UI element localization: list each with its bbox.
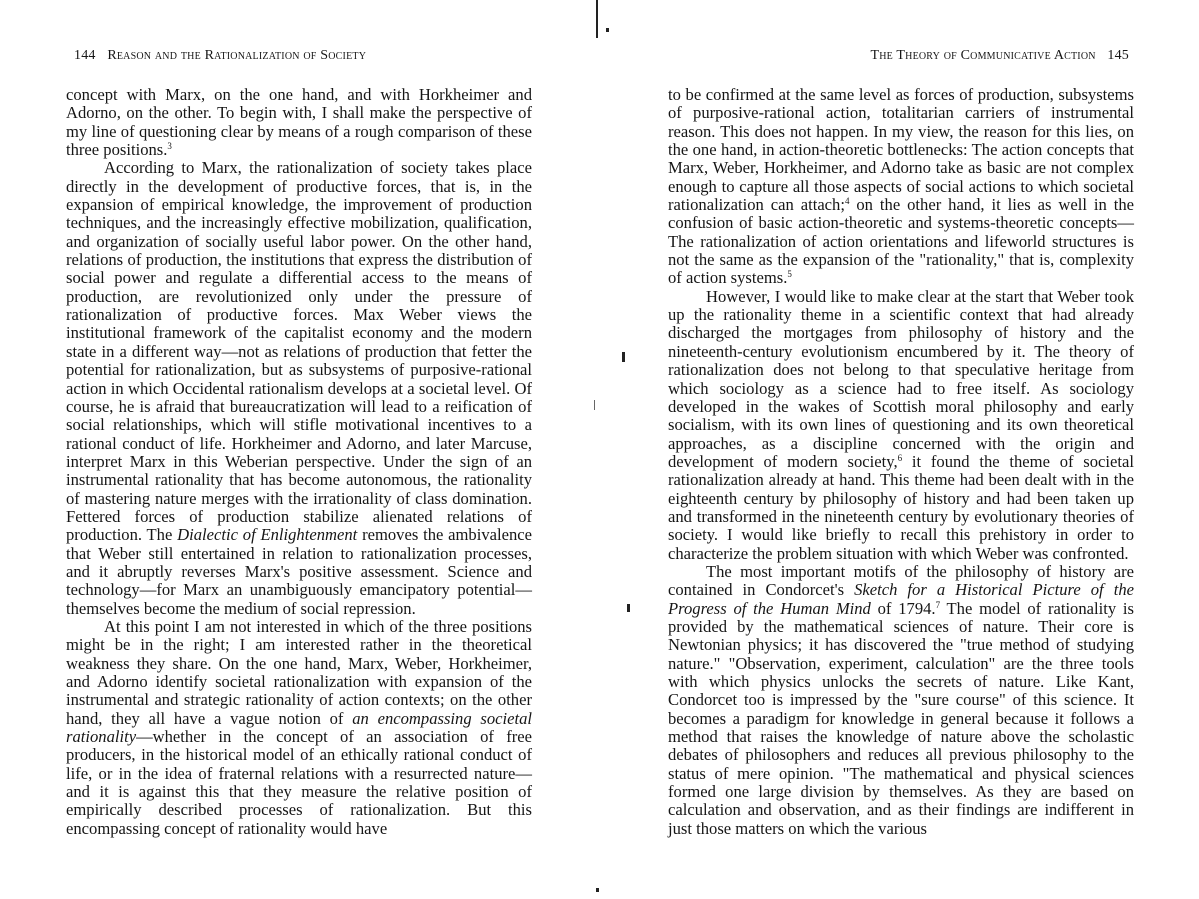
italic-title: Sketch for a Historical Picture of the Progress of the Human Mind <box>668 580 1134 618</box>
paragraph <box>668 288 1134 563</box>
text-run: it found the theme of societal rationalization already at hand. This theme had been dealt with in the eighteenth century by philosophy of history and had been taken up and transformed in the nineteenth century by evolutionary theories of society. I would like briefly to recall this prehistory in order to characterize the problem situation with which Weber was confronted. <box>668 451 1134 563</box>
footnote-marker: 6 <box>897 452 903 463</box>
text-run: The most important motifs of the philosophy of history are contained in Condorcet's <box>668 561 1134 600</box>
right-page-number: 145 <box>1107 48 1129 63</box>
text-run: —whether in the concept of an association of free producers, in the historical model of an ethically rational conduct of life, or in the idea of fraternal relations with a resurrected nature—and it is against this that they measure the relative position of empirically described processes of rationalization. But this encompassing concept of rationality would have <box>66 727 532 838</box>
paragraph <box>668 86 1134 288</box>
text-run: The model of rationality is provided by the mathematical sciences of nature. Their core is Newtonian physics; it has discovered the "true method of studying nature." "Observation, experiment, calculation" are the three tools with which physics unlocks the secrets of nature. Like Kant, Condorcet too is impressed by the "sure course" of this science. It becomes a paradigm for knowledge in general because it follows a method that raises the knowledge of nature above the scholastic debates of philosophers and reduces all previous philosophy to the status of mere opinion. "The mathematical and physical sciences formed one large division by themselves. As they are based on calculation and observation, and as their findings are indifferent in just those matters on which the various <box>668 598 1134 838</box>
left-page-number: 144 <box>74 48 96 63</box>
text-run: of 1794. <box>870 598 936 618</box>
paragraph <box>668 563 1134 838</box>
footnote-marker: 5 <box>787 269 792 280</box>
text-run: to be confirmed at the same level as forces of production, subsystems of purposive-rational action, totalitarian carriers of instrumental reason. This does not happen. In my view, the reason for this lies, on the one hand, in action-theoretic bottlenecks: The action concepts that Marx, Weber, Horkheimer, and Adorno take as basic are not complex enough to capture all those aspects of social actions to which societal rationalization can attach; <box>668 85 1134 215</box>
left-page <box>0 0 599 899</box>
left-running-header <box>66 48 366 64</box>
text-run: However, I would like to make clear at the start that Weber took up the rationality theme in a scientific context that had already discharged the mortgages from philosophy of history and the nineteenth-century evolutionism encumbered by it. The theory of rationalization does not belong to that speculative heritage from which sociology as a science had to free itself. As sociology developed in the wakes of Scottish moral philosophy and early socialism, with its own lines of questioning and its own theoretical approaches, as a discipline concerned with the origin and development of modern society, <box>668 286 1134 471</box>
italic-title: an encompassing societal rationality <box>66 708 532 747</box>
footnote-marker: 4 <box>844 196 850 207</box>
right-body-text <box>668 86 1134 838</box>
footnote-marker: 7 <box>935 599 941 610</box>
text-run: According to Marx, the rationalization of society takes place directly in the development of productive forces, that is, in the expansion of empirical knowledge, the improvement of production techniques, and the increasingly effective mobilization, qualification, and organization of socially useful labor power. On the other hand, relations of production, the institutions that express the distribution of social power and regulate a differential access to the means of production, are revolutionized only under the pressure of rationalization of productive forces. Max Weber views the institutional framework of the capitalist economy and the modern state in a different way—not as relations of production that fetter the potential for rationalization, but as subsystems of purposive-rational action in which Occidental rationalism develops at a societal level. Of course, he is afraid that bureaucratization will lead to a reification of social relationships, which will stifle motivational incentives to a rational conduct of life. Horkheimer and Adorno, and later Marcuse, interpret Marx in this Weberian perspective. Under the sign of an instrumental rationality that has become autonomous, the rationality of mastering nature merges with the irrationality of class domination. Fettered forces of production stabilize alienated relations of production. The <box>66 158 532 545</box>
text-run: At this point I am not interested in which of the three positions might be in the right; I am interested rather in the theoretical weakness they share. On the one hand, Marx, Weber, Horkheimer, and Adorno identify societal rationalization with expansion of the instrumental and strategic rationality of action contexts; on the other hand, they all have a vague notion of <box>66 616 532 728</box>
paragraph <box>66 159 532 618</box>
italic-title: Dialectic of Enlightenment <box>177 525 358 545</box>
paragraph <box>66 86 532 159</box>
text-run: concept with Marx, on the one hand, and with Horkheimer and Adorno, on the other. To begin with, I shall make the perspective of my line of questioning clear by means of a rough comparison of these three positions. <box>66 85 532 160</box>
left-running-head-title: Reason and the Rationalization of Society <box>107 48 367 63</box>
right-page <box>600 0 1199 899</box>
left-body-text <box>66 86 532 838</box>
paragraph <box>66 618 532 838</box>
right-running-head-title: The Theory of Communicative Action <box>870 48 1096 63</box>
right-running-header <box>870 48 1137 64</box>
text-run: removes the ambivalence that Weber still entertained in relation to rationalization processes, and it abruptly reverses Marx's positive assessment. Science and technology—for Marx an unambiguously emancipatory potential—themselves become the medium of social repression. <box>66 525 533 618</box>
text-run: on the other hand, it lies as well in the confusion of basic action-theoretic and systems-theoretic concepts—The rationalization of action orientations and lifeworld structures is not the same as the expansion of the "rationality," that is, complexity of action systems. <box>668 195 1134 288</box>
footnote-marker: 3 <box>167 141 172 152</box>
